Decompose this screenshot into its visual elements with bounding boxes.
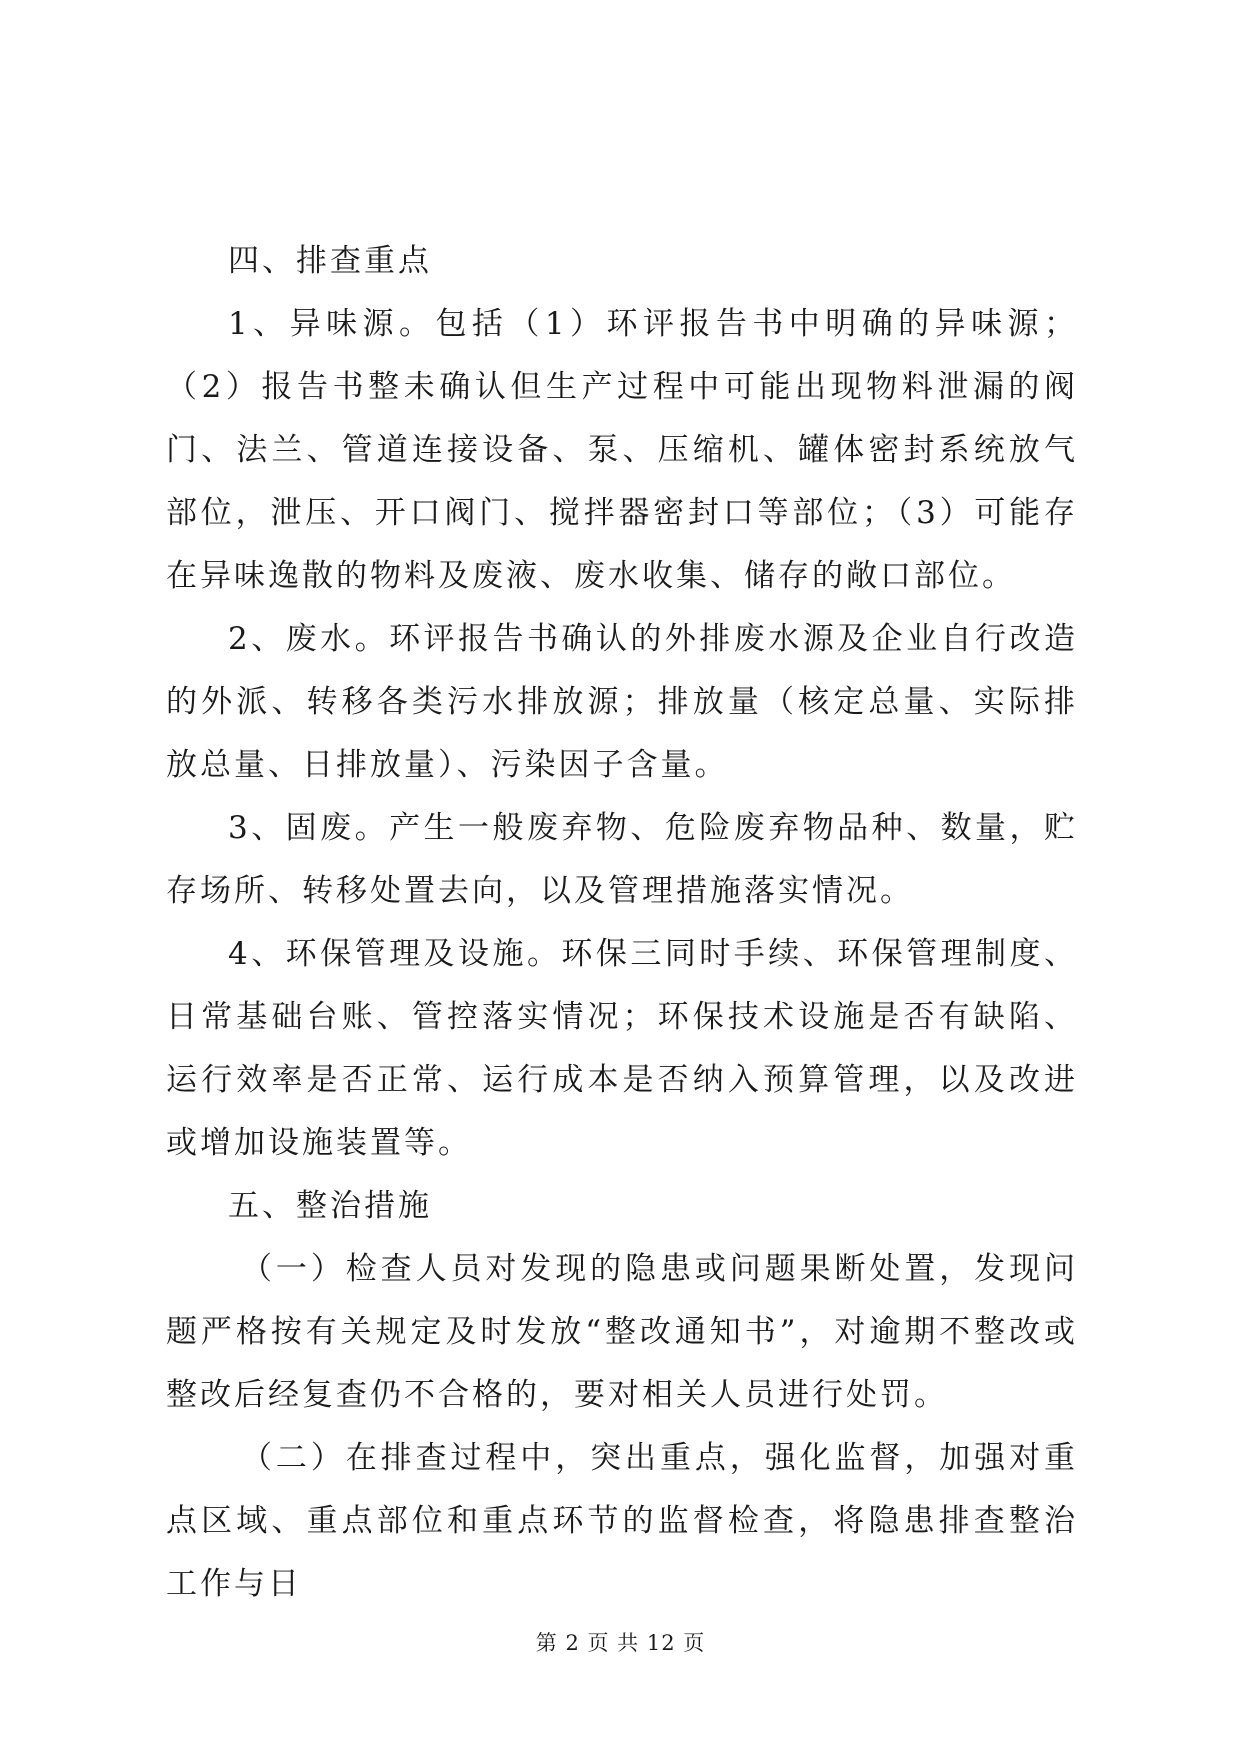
paragraph-solid-waste: 3、固废。产生一般废弃物、危险废弃物品种、数量，贮存场所、转移处置去向，以及管理措施落实情况。 [166,810,1078,909]
section-heading-remediation-measures: 五、整治措施 [228,1188,432,1224]
paragraph-env-management: 4、环保管理及设施。环保三同时手续、环保管理制度、日常基础台账、管控落实情况；环保技术设施是否有缺陷、运行效率是否正常、运行成本是否纳入预算管理，以及改进或增加设施装置等。 [166,936,1078,1161]
section-heading-investigation-focus: 四、排查重点 [228,243,432,279]
paragraph-measure-one: （一）检查人员对发现的隐患或问题果断处置，发现问题严格按有关规定及时发放“整改通知书”，对逾期不整改或整改后经复查仍不合格的，要对相关人员进行处罚。 [166,1251,1078,1413]
paragraph-odor-sources: 1、异味源。包括（1）环评报告书中明确的异味源；（2）报告书整未确认但生产过程中可能出现物料泄漏的阀门、法兰、管道连接设备、泵、压缩机、罐体密封系统放气部位，泄压、开口阀门、搅拌器密封口等部位；（3）可能存在异味逸散的物料及废液、废水收集、储存的敞口部位。 [166,306,1078,594]
paragraph-wastewater: 2、废水。环评报告书确认的外排废水源及企业自行改造的外派、转移各类污水排放源；排放量（核定总量、实际排放总量、日排放量）、污染因子含量。 [166,621,1078,783]
paragraph-measure-two: （二）在排查过程中，突出重点，强化监督，加强对重点区域、重点部位和重点环节的监督检查，将隐患排查整治工作与日 [166,1440,1078,1602]
document-body [166,230,1078,1616]
page-number-footer: 第 2 页 共 12 页 [535,1631,706,1655]
